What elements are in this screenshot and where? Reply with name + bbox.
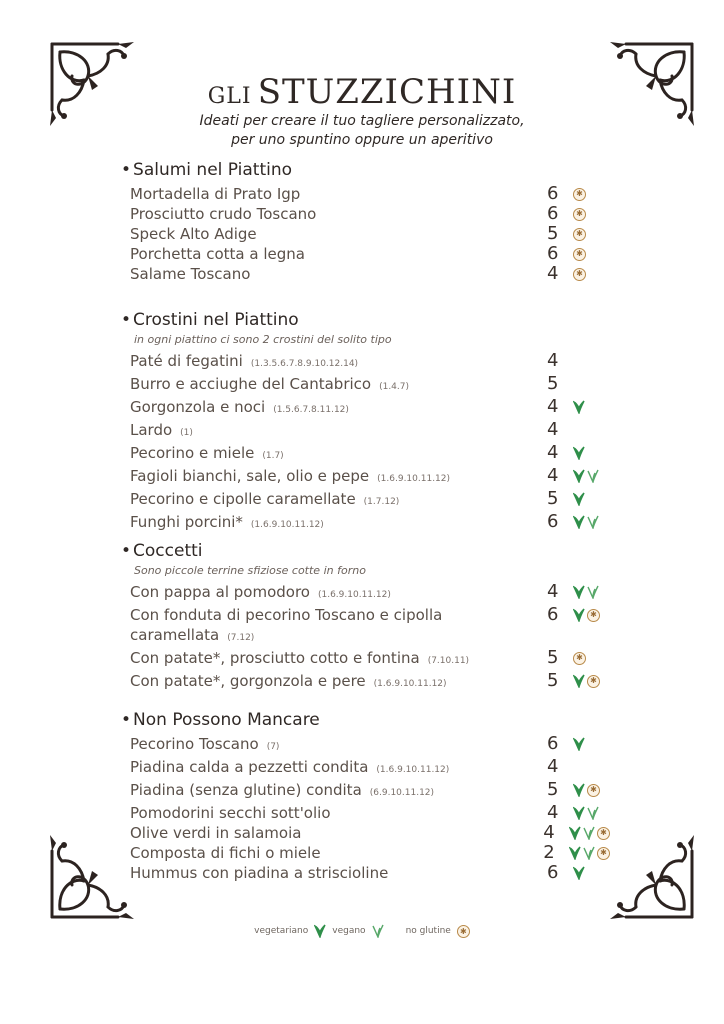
menu-item-tags: [573, 264, 586, 284]
menu-item-name-wrap: [130, 803, 547, 823]
menu-item-tags: [573, 466, 599, 486]
vegetarian-icon: [573, 585, 585, 599]
menu-item-price: 4: [547, 350, 559, 371]
menu-item-name: Gorgonzola e noci: [130, 398, 266, 416]
menu-item-allergens: (1.7): [262, 451, 284, 461]
page-subtitle: [0, 112, 724, 150]
gluten-free-icon: ✱: [573, 268, 586, 281]
menu-item: [130, 512, 610, 535]
section-salumi: [130, 160, 610, 284]
menu-item-name: Con pappa al pomodoro: [130, 583, 310, 601]
menu-item: [130, 420, 610, 443]
menu-item: [130, 244, 610, 264]
menu-item: [130, 734, 610, 757]
menu-item-tags: [573, 489, 585, 509]
menu-item-allergens: (1.4.7): [379, 382, 410, 392]
menu-item-name-wrap: [130, 397, 547, 420]
menu-item-tags: [573, 512, 599, 532]
gluten-free-icon: ✱: [597, 847, 610, 860]
menu-item-name: Funghi porcini*: [130, 513, 243, 531]
menu-item-tags: [569, 843, 610, 863]
vegetarian-icon: [573, 783, 585, 797]
menu-item: [130, 224, 610, 244]
menu-item-tags: [573, 443, 585, 463]
menu-item-price: 4: [547, 802, 559, 823]
legend-vegetarian-label: vegetariano: [254, 926, 309, 936]
menu-item: [130, 184, 610, 204]
vegetarian-icon: [573, 469, 585, 483]
menu-item-name: Piadina calda a pezzetti condita: [130, 758, 369, 776]
vegan-icon: [583, 846, 595, 860]
title-main: STUZZICHINI: [257, 72, 517, 112]
section-non-possono-mancare: [130, 710, 610, 883]
menu-item-name: Fagioli bianchi, sale, olio e pepe: [130, 467, 370, 485]
menu-item-tags: [573, 582, 599, 602]
gluten-free-icon: ✱: [573, 208, 586, 221]
menu-item-tags: [573, 224, 586, 244]
menu-item: [130, 204, 610, 224]
menu-item-name-wrap: [130, 863, 547, 883]
menu-item-name-wrap: [130, 374, 547, 397]
menu-item-tags: [573, 803, 599, 823]
gluten-free-icon: ✱: [573, 248, 586, 261]
menu-item-name-wrap: [130, 466, 547, 489]
menu-item-price: 5: [547, 488, 559, 509]
menu-item-price: 4: [547, 442, 559, 463]
menu-item-name-wrap: [130, 605, 547, 648]
menu-item-name-wrap: [130, 264, 547, 284]
section-title: • Coccetti: [121, 541, 610, 561]
menu-item-price: 6: [547, 183, 559, 204]
gluten-free-icon: ✱: [457, 925, 470, 938]
menu-item-allergens: (1.7.12): [363, 497, 400, 507]
menu-item-name-wrap: [130, 420, 547, 443]
menu-item-allergens: (1.3.5.6.7.8.9.10.12.14): [250, 359, 359, 369]
menu-item-price: 6: [547, 733, 559, 754]
section-title: • Salumi nel Piattino: [121, 160, 610, 180]
vegetarian-icon: [573, 446, 585, 460]
section-title: • Non Possono Mancare: [121, 710, 610, 730]
menu-item-name-wrap: [130, 244, 547, 264]
menu-item: [130, 605, 610, 648]
menu-item-name: Salame Toscano: [130, 265, 251, 283]
vegetarian-icon: [573, 492, 585, 506]
menu-item-price: 5: [547, 647, 559, 668]
legend-gluten-free-label: no glutine: [405, 926, 451, 936]
menu-item-name-wrap: [130, 443, 547, 466]
section-title: • Crostini nel Piattino: [121, 310, 610, 330]
menu-item-name-wrap: [130, 512, 547, 535]
menu-item-name: Pecorino Toscano: [130, 735, 259, 753]
vegan-icon: [587, 806, 599, 820]
menu-item-name-wrap: [130, 843, 543, 863]
gluten-free-icon: ✱: [597, 827, 610, 840]
menu-item-price: 5: [547, 223, 559, 244]
menu-item: [130, 466, 610, 489]
menu-item: [130, 843, 610, 863]
legend: [0, 924, 724, 938]
menu-item-name: Burro e acciughe del Cantabrico: [130, 375, 372, 393]
title-prefix: GLI: [207, 84, 252, 109]
vegan-icon: [587, 469, 599, 483]
vegetarian-icon: [573, 737, 585, 751]
menu-item-name: Speck Alto Adige: [130, 225, 257, 243]
menu-item-allergens: (1.6.9.10.11.12): [373, 679, 447, 689]
menu-item: [130, 397, 610, 420]
menu-item-allergens: (1.5.6.7.8.11.12): [273, 405, 349, 415]
vegetarian-icon: [573, 515, 585, 529]
menu-item-name-wrap: [130, 823, 543, 843]
menu-item-name: Piadina (senza glutine) condita: [130, 781, 362, 799]
vegetarian-icon: [573, 866, 585, 880]
menu-item-name: Porchetta cotta a legna: [130, 245, 305, 263]
menu-item: [130, 264, 610, 284]
menu-item-tags: [573, 397, 585, 417]
menu-item-name: Con patate*, gorgonzola e pere: [130, 672, 366, 690]
menu-item-price: 6: [547, 862, 559, 883]
vegan-icon: [372, 924, 384, 938]
ornament-icon: [601, 826, 696, 921]
menu-item-allergens: (1.6.9.10.11.12): [376, 765, 450, 775]
menu-item-name: Composta di fichi o miele: [130, 844, 321, 862]
menu-item-name-wrap: [130, 224, 547, 244]
gluten-free-icon: ✱: [587, 784, 600, 797]
menu-item-price: 6: [547, 604, 559, 625]
menu-item-allergens: (1.6.9.10.11.12): [250, 520, 324, 530]
gluten-free-icon: ✱: [587, 675, 600, 688]
menu-item-name: Prosciutto crudo Toscano: [130, 205, 317, 223]
menu-item-name: Mortadella di Prato Igp: [130, 185, 301, 203]
menu-item: [130, 648, 610, 671]
menu-item: [130, 803, 610, 823]
vegan-icon: [583, 826, 595, 840]
menu-item: [130, 780, 610, 803]
vegetarian-icon: [569, 826, 581, 840]
menu-item: [130, 489, 610, 512]
menu-item-name-wrap: [130, 184, 547, 204]
menu-item: [130, 823, 610, 843]
menu-item-tags: [573, 780, 600, 800]
vegetarian-icon: [573, 608, 585, 622]
subtitle-line-2: per uno spuntino oppure un aperitivo: [231, 132, 493, 148]
corner-ornament-bottom-left: [48, 826, 143, 921]
menu-item-tags: [573, 734, 585, 754]
section-coccetti: [130, 541, 610, 694]
menu-item-tags: [573, 671, 600, 691]
menu-item-price: 5: [547, 779, 559, 800]
menu-item: [130, 582, 610, 605]
menu-item-name: Olive verdi in salamoia: [130, 824, 302, 842]
menu-item-tags: [573, 244, 586, 264]
menu-item: [130, 443, 610, 466]
vegetarian-icon: [314, 924, 326, 938]
gluten-free-icon: ✱: [573, 228, 586, 241]
ornament-icon: [48, 826, 143, 921]
menu-item-price: 4: [547, 581, 559, 602]
menu-item-tags: [573, 605, 600, 625]
menu-item-tags: [569, 823, 610, 843]
menu-item-tags: [573, 204, 586, 224]
menu-item-allergens: (6.9.10.11.12): [369, 788, 435, 798]
menu-item-name-wrap: [130, 671, 547, 694]
menu-item-name-wrap: [130, 734, 547, 757]
gluten-free-icon: ✱: [573, 652, 586, 665]
vegetarian-icon: [573, 674, 585, 688]
vegan-icon: [587, 585, 599, 599]
menu-item-allergens: (7.12): [227, 633, 255, 643]
menu-item-name: Pomodorini secchi sott'olio: [130, 804, 331, 822]
menu-item-name-wrap: [130, 351, 547, 374]
menu-item-price: 6: [547, 203, 559, 224]
menu-item-name-wrap: [130, 582, 547, 605]
menu-item: [130, 671, 610, 694]
menu-item: [130, 374, 610, 397]
menu-item-allergens: (7.10.11): [427, 656, 470, 666]
menu-item-tags: [573, 184, 586, 204]
menu-item-price: 4: [547, 465, 559, 486]
section-note: Sono piccole terrine sfiziose cotte in forno: [134, 564, 366, 577]
vegan-icon: [587, 515, 599, 529]
menu-item-price: 5: [547, 373, 559, 394]
menu-item-price: 6: [547, 243, 559, 264]
menu-item-price: 4: [547, 263, 559, 284]
menu-item-name-wrap: [130, 648, 547, 671]
menu-item: [130, 351, 610, 374]
legend-vegan-label: vegano: [332, 926, 366, 936]
menu-item-name: Hummus con piadina a striscioline: [130, 864, 389, 882]
menu-item-name: Lardo: [130, 421, 173, 439]
menu-item-allergens: (7): [266, 742, 280, 752]
menu-item-price: 5: [547, 670, 559, 691]
section-note: in ogni piattino ci sono 2 crostini del solito tipo: [134, 333, 392, 346]
menu-item-price: 4: [547, 756, 559, 777]
menu-item-price: 2: [543, 842, 555, 863]
menu-item-tags: [573, 648, 586, 668]
menu-item-tags: [573, 863, 585, 883]
menu-item-name-wrap: [130, 780, 547, 803]
section-crostini: [130, 310, 610, 535]
menu-item-name: Paté di fegatini: [130, 352, 243, 370]
menu-item-price: 4: [547, 396, 559, 417]
menu-item-name-wrap: [130, 489, 547, 512]
menu-item-name: Pecorino e miele: [130, 444, 255, 462]
menu-item-name: Con fonduta di pecorino Toscano e cipolla caramellata: [130, 606, 443, 644]
menu-item-price: 4: [543, 822, 555, 843]
menu-item-price: 4: [547, 419, 559, 440]
menu-item-price: 6: [547, 511, 559, 532]
vegetarian-icon: [569, 846, 581, 860]
menu-item-allergens: (1.6.9.10.11.12): [317, 590, 391, 600]
corner-ornament-bottom-right: [601, 826, 696, 921]
menu-item-allergens: (1): [180, 428, 193, 438]
menu-item-allergens: (1.6.9.10.11.12): [377, 474, 451, 484]
vegetarian-icon: [573, 400, 585, 414]
menu-item-name-wrap: [130, 204, 547, 224]
gluten-free-icon: ✱: [587, 609, 600, 622]
gluten-free-icon: ✱: [573, 188, 586, 201]
menu-item-name: Con patate*, prosciutto cotto e fontina: [130, 649, 420, 667]
menu-item-name-wrap: [130, 757, 547, 780]
vegetarian-icon: [573, 806, 585, 820]
menu-item-name: Pecorino e cipolle caramellate: [130, 490, 356, 508]
menu-item: [130, 863, 610, 883]
menu-item: [130, 757, 610, 780]
page-title: [0, 72, 724, 112]
subtitle-line-1: Ideati per creare il tuo tagliere personalizzato,: [199, 113, 525, 129]
